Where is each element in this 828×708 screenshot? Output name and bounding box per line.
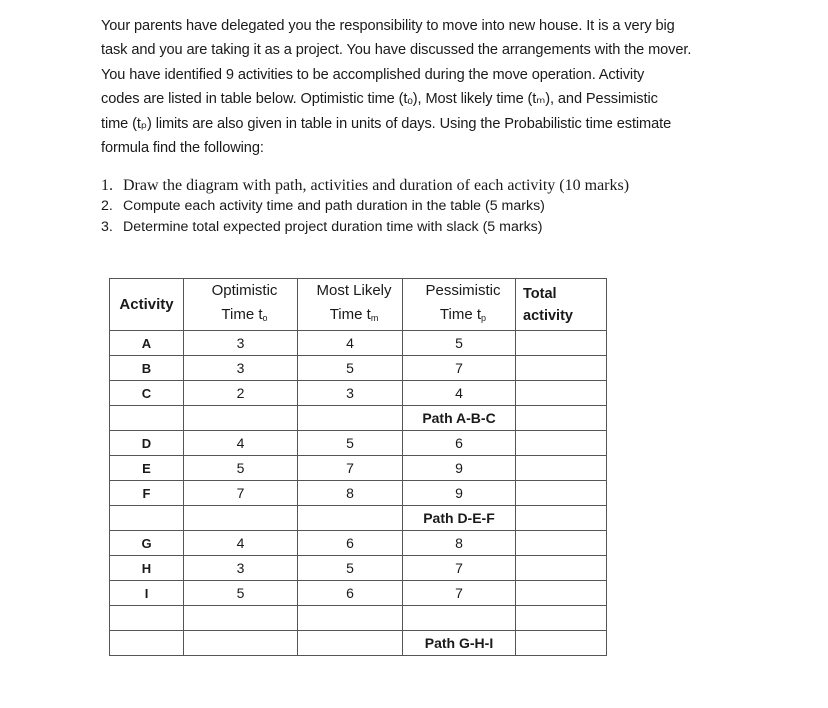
table-row [110,606,607,631]
question-number: 3. [101,219,113,235]
header-optimistic-line1: Optimistic [211,282,278,299]
optimistic-cell: 3 [184,331,298,356]
statement-line: codes are listed in table below. Optimistic time (tₒ), Most likely time (tₘ), and Pessimistic [101,91,658,108]
optimistic-cell: 7 [184,481,298,506]
statement-line: You have identified 9 activities to be accomplished during the move operation. Activity [101,66,645,83]
activity-cell: D [110,431,184,456]
total-activity-cell [516,531,607,556]
statement-line: formula find the following: [101,140,264,157]
statement-line: task and you are taking it as a project. You have discussed the arrangements with the mover. [101,42,692,59]
most-likely-cell [298,406,403,431]
table-row [110,456,607,481]
header-pessimistic-line2: Time $t_p$ [439,306,487,323]
total-activity-cell [516,581,607,606]
pessimistic-cell: 9 [403,456,516,481]
optimistic-cell: 3 [184,556,298,581]
optimistic-cell [184,506,298,531]
most-likely-cell: 6 [298,581,403,606]
most-likely-cell: 3 [298,381,403,406]
activity-cell [110,606,184,631]
table-row [110,481,607,506]
pessimistic-cell: 7 [403,356,516,381]
activity-cell: C [110,381,184,406]
total-activity-cell [516,631,607,656]
question-3 [101,219,543,235]
most-likely-cell: 6 [298,531,403,556]
table-body [110,331,607,656]
total-activity-cell [516,431,607,456]
table-row [110,581,607,606]
header-total-line2: activity [523,307,573,324]
header-activity: Activity [110,279,184,331]
most-likely-cell [298,606,403,631]
question-text: Determine total expected project duration time with slack (5 marks) [123,219,543,235]
most-likely-cell [298,631,403,656]
total-activity-cell [516,406,607,431]
header-optimistic [184,279,298,331]
optimistic-cell: 2 [184,381,298,406]
question-1 [101,177,629,195]
statement-line: time (tₚ) limits are also given in table in units of days. Using the Probabilistic time estimate [101,115,672,132]
optimistic-cell: 5 [184,456,298,481]
pessimistic-cell: 4 [403,381,516,406]
activity-time-table [109,278,607,656]
table-header-row [110,279,607,331]
table-row [110,556,607,581]
table-row [110,431,607,456]
most-likely-cell: 8 [298,481,403,506]
pessimistic-cell: 6 [403,431,516,456]
activity-cell: H [110,556,184,581]
most-likely-cell: 5 [298,556,403,581]
question-text: Draw the diagram with path, activities and duration of each activity (10 marks) [123,177,630,194]
table-row [110,506,607,531]
pessimistic-cell: 7 [403,581,516,606]
table-row [110,331,607,356]
most-likely-cell: 5 [298,356,403,381]
question-2 [101,198,545,214]
total-activity-cell [516,381,607,406]
most-likely-cell: 4 [298,331,403,356]
total-activity-cell [516,456,607,481]
path-label-cell: Path A-B-C [403,406,516,431]
path-label-cell: Path D-E-F [403,506,516,531]
table-row [110,356,607,381]
total-activity-cell [516,606,607,631]
optimistic-cell [184,631,298,656]
header-pessimistic-line1: Pessimistic [425,282,501,299]
activity-cell: E [110,456,184,481]
optimistic-cell: 4 [184,531,298,556]
pessimistic-cell: 9 [403,481,516,506]
header-most-likely-line2: Time $t_m$ [329,306,379,323]
question-number: 2. [101,198,113,214]
header-most-likely [298,279,403,331]
activity-cell: B [110,356,184,381]
pessimistic-cell: 8 [403,531,516,556]
activity-cell: F [110,481,184,506]
pessimistic-cell [403,606,516,631]
optimistic-cell: 4 [184,431,298,456]
optimistic-cell [184,606,298,631]
total-activity-cell [516,481,607,506]
activity-cell: G [110,531,184,556]
activity-cell: A [110,331,184,356]
activity-cell: I [110,581,184,606]
header-total-line1: Total [523,285,557,302]
problem-statement [101,14,781,160]
table-row [110,531,607,556]
header-pessimistic [403,279,516,331]
optimistic-cell: 3 [184,356,298,381]
header-total-activity [516,279,607,331]
table-row [110,406,607,431]
optimistic-cell [184,406,298,431]
most-likely-cell [298,506,403,531]
pessimistic-cell: 5 [403,331,516,356]
total-activity-cell [516,506,607,531]
most-likely-cell: 5 [298,431,403,456]
question-text: Compute each activity time and path duration in the table (5 marks) [123,198,545,214]
total-activity-cell [516,556,607,581]
total-activity-cell [516,356,607,381]
statement-line: Your parents have delegated you the responsibility to move into new house. It is a very big [101,18,675,34]
total-activity-cell [516,331,607,356]
activity-cell [110,406,184,431]
table-row [110,381,607,406]
optimistic-cell: 5 [184,581,298,606]
question-number: 1. [101,177,113,194]
most-likely-cell: 7 [298,456,403,481]
activity-cell [110,631,184,656]
path-label-cell: Path G-H-I [403,631,516,656]
header-most-likely-line1: Most Likely [316,282,392,299]
pessimistic-cell: 7 [403,556,516,581]
activity-cell [110,506,184,531]
header-optimistic-line2: Time $t_o$ [221,306,268,323]
table-row [110,631,607,656]
